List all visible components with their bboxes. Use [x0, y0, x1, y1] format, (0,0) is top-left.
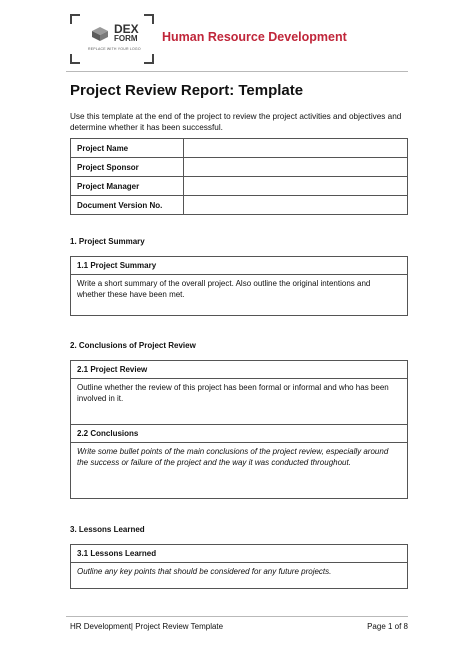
conclusions-box: [70, 360, 408, 499]
project-name-value[interactable]: [184, 139, 408, 158]
section-heading-project-summary: 1. Project Summary: [70, 237, 145, 246]
logo-tagline: REPLACE WITH YOUR LOGO: [88, 47, 141, 51]
logo-corner: [70, 14, 80, 24]
project-summary-box: [70, 256, 408, 316]
logo-word-form: FORM: [114, 34, 138, 43]
project-sponsor-label: Project Sponsor: [71, 158, 184, 177]
document-title: Project Review Report: Template: [70, 82, 304, 99]
footer-document-name: HR Development| Project Review Template: [70, 622, 224, 631]
table-row: [71, 158, 408, 177]
table-row: [71, 139, 408, 158]
lessons-learned-box-text[interactable]: Outline any key points that should be considered for any future projects.: [77, 567, 332, 576]
table-row: [71, 177, 408, 196]
header-divider: [66, 71, 408, 72]
conclusions-box-title: 2.2 Conclusions: [71, 424, 407, 443]
footer-page-number: Page 1 of 8: [367, 622, 408, 631]
section-heading-conclusions: 2. Conclusions of Project Review: [70, 341, 196, 350]
section-heading-lessons-learned: 3. Lessons Learned: [70, 525, 145, 534]
header-title: Human Resource Development: [162, 30, 347, 44]
logo-word-dex: DEX: [114, 22, 139, 36]
project-sponsor-value[interactable]: [184, 158, 408, 177]
logo-cube-icon: [90, 26, 110, 42]
intro-paragraph: Use this template at the end of the project to review the project activities and objectives and determine whether it has been successful.: [70, 112, 402, 132]
document-version-value[interactable]: [184, 196, 408, 215]
project-summary-box-text[interactable]: Write a short summary of the overall project. Also outline the original intentions and whether these have been met.: [77, 279, 371, 299]
lessons-learned-box: [70, 544, 408, 589]
lessons-learned-box-title: 3.1 Lessons Learned: [71, 545, 407, 563]
logo-corner: [144, 54, 154, 64]
conclusions-box-text[interactable]: Write some bullet points of the main conclusions of the project review, especially around the success or failure of the project and the way it was conducted throughout.: [77, 447, 389, 467]
logo-corner: [144, 14, 154, 24]
project-review-box-text[interactable]: Outline whether the review of this project has been formal or informal and who has been involved in it.: [77, 383, 389, 403]
logo-corner: [70, 54, 80, 64]
footer-divider: [66, 616, 408, 617]
document-version-label: Document Version No.: [71, 196, 184, 215]
project-review-box-title: 2.1 Project Review: [71, 361, 407, 379]
company-logo: [70, 14, 154, 64]
table-row: [71, 196, 408, 215]
project-summary-box-title: 1.1 Project Summary: [71, 257, 407, 275]
project-manager-label: Project Manager: [71, 177, 184, 196]
project-manager-value[interactable]: [184, 177, 408, 196]
project-info-table: [70, 138, 408, 215]
project-name-label: Project Name: [71, 139, 184, 158]
